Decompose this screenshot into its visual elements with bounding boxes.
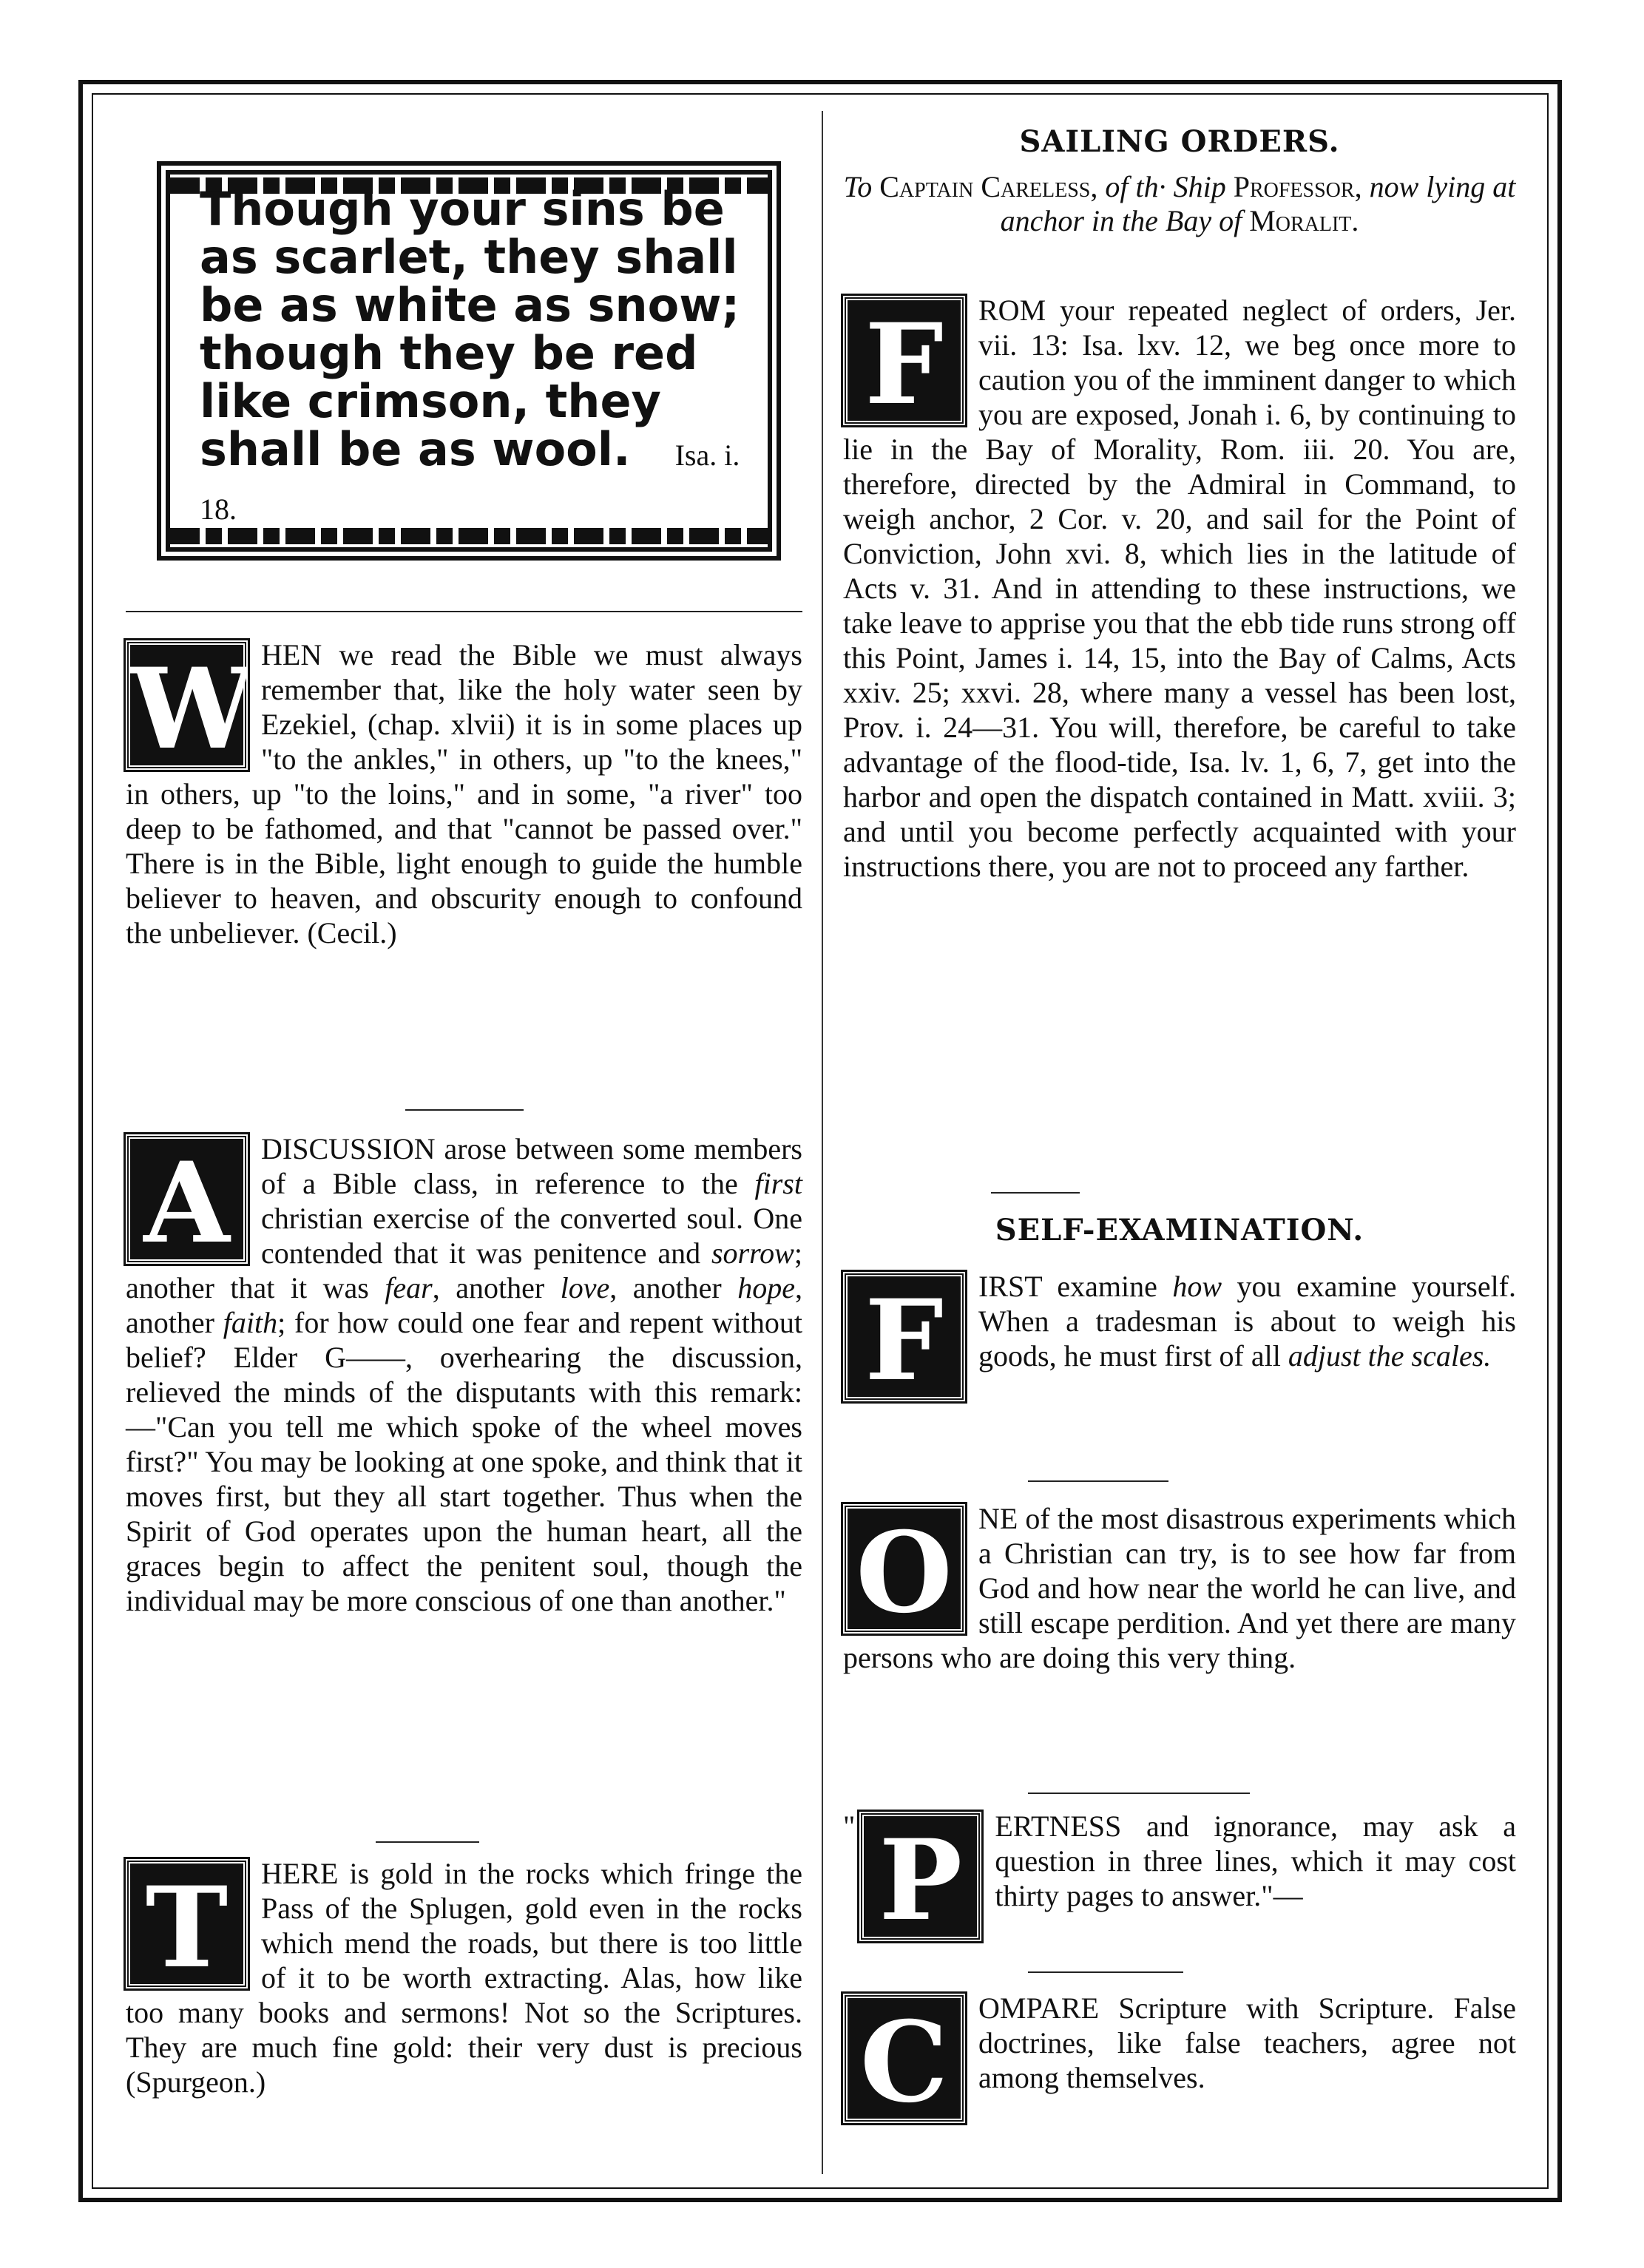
left-paragraph-discussion xyxy=(126,1131,802,1618)
right-p5-text: OMPARE Scripture with Scripture. False doctrines, like false teachers, agree not among themselves. xyxy=(978,1991,1516,2094)
left-p1-text: HEN we read the Bible we must always remember that, like the holy water seen by Ezekiel, (chap. xlvii) it is in some places up "to the ankles," in others, up "to the knees," in others, up "to the loins," and in some, "a river" too deep to be fathomed, and that "cannot be passed over." There is in the Bible, light enough to guide the humble believer to heaven, and obscurity enough to confound the unbeliever. (Cecil.) xyxy=(126,638,802,949)
dropcap-t: T xyxy=(126,1859,248,1988)
dropcap-w: W xyxy=(126,640,248,770)
heading-self-examination: SELF-EXAMINATION. xyxy=(995,1213,1364,1248)
subtitle-lying: now lying at anchor in the Bay of xyxy=(1000,170,1516,237)
short-rule xyxy=(405,1109,524,1111)
left-p2-g: ; for how could one fear and repent without belief? Elder G——, overhearing the discussion, relieved the minds of the disputants with this remark:—"Can you tell me which spoke of the wheel moves first?" You may be looking at one spoke, and think that it moves first, but they all start together. Thus when the Spirit of God operates upon the human heart, all the graces begin to affect the penitent soul, though the individual may be more conscious of one than another." xyxy=(126,1306,802,1617)
right-paragraph-pertness xyxy=(843,1809,1516,1944)
right-p2-a: IRST examine xyxy=(978,1270,1173,1303)
subtitle-morality: Moralit. xyxy=(1249,204,1359,237)
right-paragraph-examine xyxy=(843,1269,1516,1404)
left-p2-fear: fear xyxy=(385,1271,433,1304)
left-p2-e: , another xyxy=(609,1271,738,1304)
right-paragraph-compare xyxy=(843,1991,1516,2126)
left-p2-a: DISCUSSION arose between some members of a Bible class, in reference to the xyxy=(261,1132,802,1200)
dropcap-f2: F xyxy=(843,1272,965,1401)
right-p2-how: how xyxy=(1172,1270,1222,1303)
dropcap-p: P xyxy=(859,1812,981,1941)
column-divider xyxy=(822,111,823,2174)
left-p2-first: first xyxy=(754,1167,802,1200)
left-paragraph-bible xyxy=(126,637,802,950)
left-paragraph-gold xyxy=(126,1856,802,2099)
short-rule xyxy=(1028,1793,1250,1794)
subtitle-to: To xyxy=(843,170,873,203)
verse-body: Though your sins be as scarlet, they shall be as white as snow; though they be red like crimson, they shall be as wool. xyxy=(200,182,740,476)
heading-sailing-orders: SAILING ORDERS. xyxy=(1019,124,1340,159)
opening-quote: " xyxy=(843,1810,856,1843)
right-p3-text: NE of the most disastrous experiments which a Christian can try, is to see how far from God and how near the world he can live, and still escape perdition. And yet there are many persons who are doing this very thing. xyxy=(843,1502,1516,1674)
left-p2-faith: faith xyxy=(223,1306,278,1339)
dropcap-c: C xyxy=(843,1994,965,2123)
left-p2-love: love xyxy=(560,1271,610,1304)
right-paragraph-sailing xyxy=(843,293,1516,884)
dropcap-a: A xyxy=(126,1134,248,1264)
left-p2-f: , another xyxy=(126,1271,802,1339)
dropcap-f: F xyxy=(843,296,965,425)
short-rule xyxy=(376,1841,479,1843)
right-p2-adjust: adjust the scales. xyxy=(1288,1339,1492,1372)
right-p2-b: you examine yourself. When a tradesman is about to weigh his goods, he must first of all xyxy=(978,1270,1517,1372)
subtitle-captain: Captain Careless, xyxy=(879,170,1098,203)
sailing-orders-subtitle xyxy=(843,170,1516,238)
right-p1-text: ROM your repeated neglect of orders, Jer. vii. 13: Isa. lxv. 12, we beg once more to caution you of the imminent danger to which you are exposed, Jonah i. 6, by continuing to lie in the Bay of Morality, Rom. iii. 20. You are, therefore, directed by the Admiral in Command, to weigh anchor, 2 Cor. v. 20, and sail for the Point of Conviction, John xvi. 8, which lies in the latitude of Acts v. 31. And in attending to these instructions, we take leave to apprise you that the ebb tide runs strong off this Point, James i. 14, 15, into the Bay of Calms, Acts xxiv. 25; xxvi. 28, where many a vessel has been lost, Prov. i. 24—31. You will, therefore, be careful to take advantage of the flood-tide, Isa. lv. 1, 6, 7, get into the harbor and open the dispatch contained in Matt. xviii. 3; and until you become perfectly acquainted with your instructions there, you are not to proceed any farther. xyxy=(843,294,1516,883)
short-rule xyxy=(1028,1971,1183,1973)
left-p2-hope: hope xyxy=(737,1271,795,1304)
right-paragraph-disastrous xyxy=(843,1501,1516,1675)
right-p4-text: ERTNESS and ignorance, may ask a question in three lines, which it may cost thirty pages to answer."— xyxy=(995,1810,1516,1912)
subtitle-of: of th· Ship xyxy=(1105,170,1226,203)
dropcap-o: O xyxy=(843,1504,965,1634)
left-p2-b: christian exercise of the converted soul. One contended that it was penitence and xyxy=(261,1202,802,1270)
short-rule xyxy=(991,1192,1080,1194)
left-p2-d: , another xyxy=(432,1271,561,1304)
left-p2-c: ; another that it was xyxy=(126,1236,802,1304)
verse-text xyxy=(200,182,747,533)
left-p3-text: HERE is gold in the rocks which fringe the Pass of the Splugen, gold even in the rocks which mend the roads, but there is too little of it to be worth extracting. Alas, how like too many books and sermons! Not so the Scriptures. They are much fine gold: their very dust is precious (Spurgeon.) xyxy=(126,1857,802,2099)
short-rule xyxy=(1028,1480,1168,1482)
subtitle-professor: Professor, xyxy=(1233,170,1362,203)
verse-reference: Isa. i. 18. xyxy=(200,439,740,526)
rule-under-verse xyxy=(126,611,802,612)
left-p2-sorrow: sorrow xyxy=(711,1236,794,1270)
